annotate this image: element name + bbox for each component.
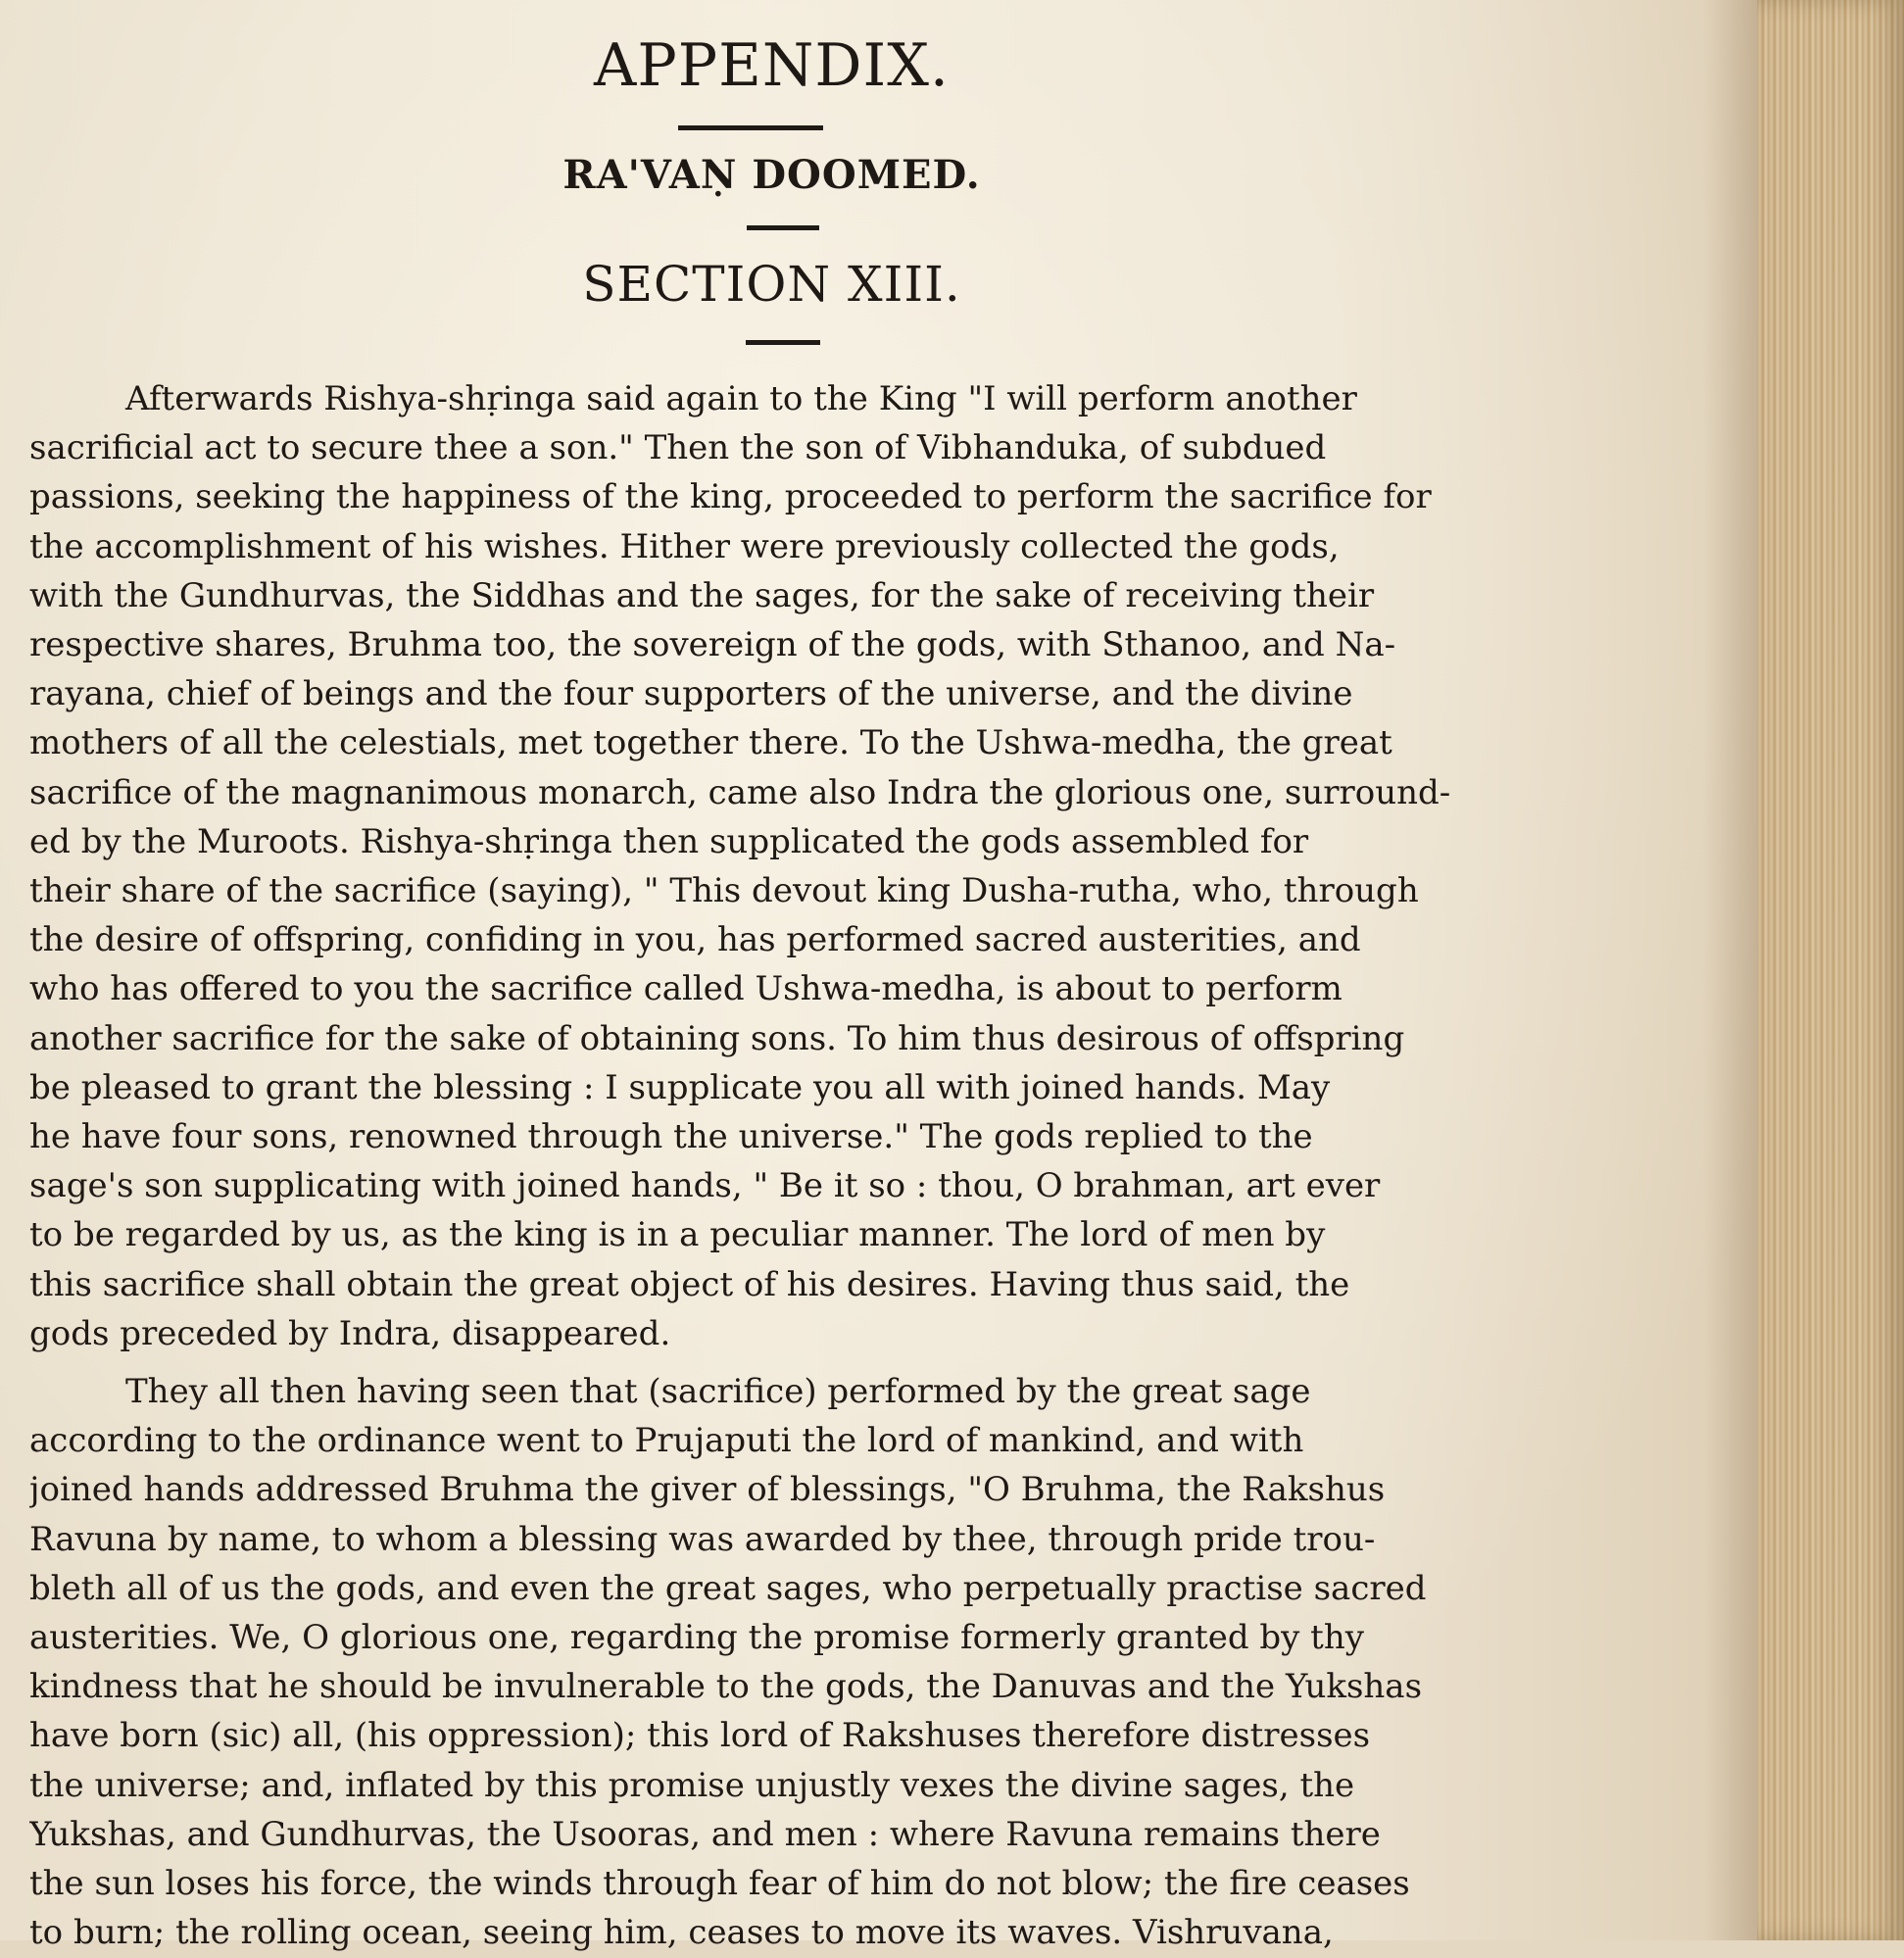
text-line: They all then having seen that (sacrifice) performed by the great sage [125, 1372, 1311, 1412]
section-heading: SECTION XIII. [582, 256, 961, 313]
text-line: have born (sic) all, (his oppression); this lord of Rakshuses therefore distresses [29, 1716, 1371, 1756]
text-line: the accomplishment of his wishes. Hither were previously collected the gods, [29, 526, 1340, 566]
text-line: passions, seeking the happiness of the king, proceeded to perform the sacrifice for [29, 477, 1432, 517]
text-line: mothers of all the celestials, met together there. To the Ushwa-medha, the great [29, 723, 1392, 763]
text-line: to burn; the rolling ocean, seeing him, ceases to move its waves. Vishruvana, [29, 1913, 1334, 1953]
text-line: sacrifice of the magnanimous monarch, came also Indra the glorious one, surround- [29, 772, 1451, 812]
text-line: sacrificial act to secure thee a son." Then the son of Vibhanduka, of subdued [29, 428, 1327, 468]
paragraph-1 [29, 374, 1485, 1358]
text-line: Ravuna by name, to whom a blessing was awarded by thee, through pride trou- [29, 1519, 1376, 1559]
text-line: respective shares, Bruhma too, the sovereign of the gods, with Sthanoo, and Na- [29, 625, 1396, 665]
text-line: the desire of offspring, confiding in you, has performed sacred austerities, and [29, 920, 1361, 960]
paragraph-2 [29, 1367, 1485, 1957]
text-line: Afterwards Rishya-shṛinga said again to the King "I will perform another [125, 379, 1357, 418]
text-line: kindness that he should be invulnerable to the gods, the Danuvas and the Yukshas [29, 1667, 1423, 1707]
text-line: rayana, chief of beings and the four supporters of the universe, and the divine [29, 674, 1353, 714]
text-line: joined hands addressed Bruhma the giver of blessings, "O Bruhma, the Rakshus [29, 1470, 1386, 1510]
page-content [29, 20, 1485, 1958]
text-line: another sacrifice for the sake of obtaining sons. To him thus desirous of offspring [29, 1018, 1405, 1058]
text-line: according to the ordinance went to Prujaputi the lord of mankind, and with [29, 1421, 1304, 1461]
text-line: he have four sons, renowned through the universe." The gods replied to the [29, 1117, 1313, 1157]
page-gutter-shadow [1703, 0, 1757, 1940]
text-line: to be regarded by us, as the king is in a peculiar manner. The lord of men by [29, 1215, 1326, 1255]
book-page-edges [1757, 0, 1904, 1940]
chapter-title: RA'VAṆ DOOMED. [562, 152, 981, 198]
text-line: their share of the sacrifice (saying), " This devout king Dusha-rutha, who, through [29, 871, 1419, 911]
text-line: ed by the Muroots. Rishya-shṛinga then supplicated the gods assembled for [29, 821, 1309, 861]
appendix-heading: APPENDIX. [594, 31, 950, 100]
text-line: austerities. We, O glorious one, regarding the promise formerly granted by thy [29, 1618, 1364, 1658]
text-line: be pleased to grant the blessing : I supplicate you all with joined hands. May [29, 1067, 1331, 1107]
text-line: sage's son supplicating with joined hands, " Be it so : thou, O brahman, art ever [29, 1166, 1381, 1206]
heading-rule [678, 125, 823, 130]
text-line: the universe; and, inflated by this promise unjustly vexes the divine sages, the [29, 1765, 1355, 1805]
text-line: Yukshas, and Gundhurvas, the Usooras, and men : where Ravuna remains there [29, 1814, 1381, 1854]
text-line: who has offered to you the sacrifice called Ushwa-medha, is about to perform [29, 969, 1343, 1009]
section-rule [746, 340, 820, 345]
text-line: bleth all of us the gods, and even the great sages, who perpetually practise sacred [29, 1568, 1427, 1608]
text-line: gods preceded by Indra, disappeared. [29, 1313, 671, 1353]
text-line: this sacrifice shall obtain the great object of his desires. Having thus said, the [29, 1264, 1350, 1304]
title-rule [747, 225, 819, 230]
text-line: with the Gundhurvas, the Siddhas and the sages, for the sake of receiving their [29, 575, 1375, 615]
text-line: the sun loses his force, the winds through fear of him do not blow; the fire ceases [29, 1864, 1410, 1904]
